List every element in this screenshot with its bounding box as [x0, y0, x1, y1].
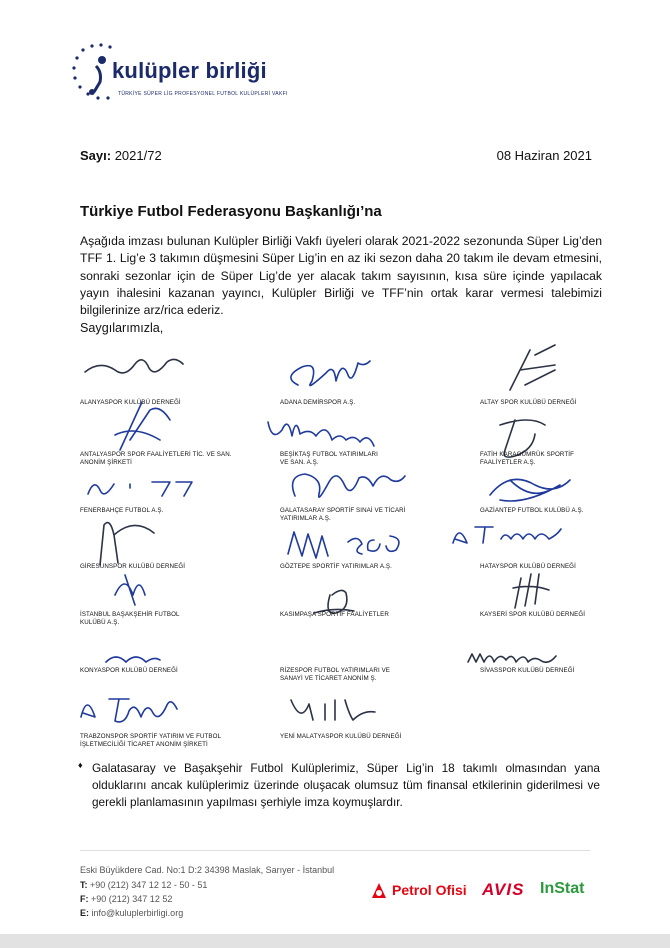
note-bullet: ♦: [78, 760, 83, 770]
club-name: İSTANBUL BAŞAKŞEHİR FUTBOL KULÜBÜ A.Ş.: [80, 611, 180, 626]
footer-address: Eski Büyükdere Cad. No:1 D:2 34398 Maslak, Sarıyer - İstanbul: [80, 865, 335, 875]
signature-altay: [480, 340, 570, 400]
footer-email: [80, 908, 183, 918]
club-name: RİZESPOR FUTBOL YATIRIMLARI VE SANAYİ VE TİCARET ANONİM Ş.: [280, 667, 391, 682]
footer-divider: [80, 850, 590, 851]
sponsor-avis: AVIS: [482, 880, 525, 899]
club-name: KONYASPOR KULÜBÜ DERNEĞİ: [80, 667, 178, 674]
footer-fax: [80, 894, 172, 904]
club-name: HATAYSPOR KULÜBÜ DERNEĞİ: [480, 563, 576, 570]
signature-besiktas: [262, 410, 392, 450]
club-name: ALANYASPOR KULÜBÜ DERNEĞİ: [80, 399, 181, 406]
club-name: GİRESUNSPOR KULÜBÜ DERNEĞİ: [80, 563, 186, 570]
club-name: ANTALYASPOR SPOR FAALİYETLERİ TİC. VE SAN. ANONİM ŞİRKETİ: [80, 451, 232, 466]
signature-adana-demirspor: [280, 345, 390, 405]
club-name: GÖZTEPE SPORTİF YATIRIMLAR A.Ş.: [280, 563, 392, 570]
club-name: GALATASARAY SPORTİF SINAİ VE TİCARİ YATIRIMLAR A.Ş.: [280, 507, 406, 522]
club-name: FENERBAHÇE FUTBOL A.Ş.: [80, 507, 164, 514]
signature-gaziantep: [480, 465, 580, 510]
club-name: KASIMPAŞA SPORTİF FAALİYETLER: [280, 611, 389, 618]
phone-label: T:: [80, 880, 88, 890]
signature-galatasaray: [280, 462, 410, 507]
signature-fenerbahce: [80, 470, 200, 505]
recipient-heading: Türkiye Futbol Federasyonu Başkanlığı’na: [80, 203, 382, 220]
number-value: 2021/72: [114, 148, 162, 163]
email-label: E:: [80, 908, 89, 918]
logo-subtitle: TÜRKİYE SÜPER LİG PROFESYONEL FUTBOL KULÜPLERİ VAKFI: [118, 91, 288, 97]
club-name: SİVASSPOR KULÜBÜ DERNEĞİ: [480, 667, 575, 674]
club-name: TRABZONSPOR SPORTİF YATIRIM VE FUTBOL İŞLETMECİLİĞİ TİCARET ANONİM ŞİRKETİ: [80, 733, 222, 748]
fax-label: F:: [80, 894, 89, 904]
note-text: Galatasaray ve Başakşehir Futbol Kulüplerimiz, Süper Lig’in 18 takımlı olmasından yana olduklarını ancak kulüplerimiz üzerinde oluşacak olumsuz tüm finansal etkilerinin giderilmesi ve gerekli planlamasının yapılması şerhiyle imza koymuşlardır.: [92, 761, 600, 809]
signature-alanyaspor: [80, 350, 190, 385]
club-name: BEŞİKTAŞ FUTBOL YATIRIMLARI VE SAN. A.Ş.: [280, 451, 378, 466]
signature-yeni-malatyaspor: [285, 690, 405, 730]
phone-value: +90 (212) 347 12 12 - 50 - 51: [90, 880, 208, 890]
page-bottom-bar: [0, 934, 670, 948]
salutation: Saygılarımızla,: [80, 321, 164, 335]
signature-trabzonspor: [75, 685, 195, 730]
email-value: info@kuluplerbirligi.org: [91, 908, 184, 918]
club-name: ALTAY SPOR KULÜBÜ DERNEĞİ: [480, 399, 577, 406]
signature-antalyaspor: [90, 400, 200, 455]
fax-value: +90 (212) 347 12 52: [91, 894, 173, 904]
club-name: FATİH KARAGÜMRÜK SPORTİF FAALİYETLER A.Ş.: [480, 451, 574, 466]
signature-basaksehir: [95, 565, 175, 610]
footer-phone: [80, 880, 207, 890]
club-name: KAYSERİ SPOR KULÜBÜ DERNEĞİ: [480, 611, 586, 618]
document-date: 08 Haziran 2021: [496, 148, 592, 163]
signature-hatayspor: [445, 515, 585, 555]
club-name: ADANA DEMİRSPOR A.Ş.: [280, 399, 356, 406]
petrol-ofisi-icon: [368, 880, 390, 902]
signature-giresunspor: [80, 515, 190, 570]
club-name: GAZİANTEP FUTBOL KULÜBÜ A.Ş.: [480, 507, 584, 514]
signature-goztepe: [278, 522, 418, 567]
sponsor-instat: InStat: [540, 880, 585, 897]
signature-kasimpasa: [300, 585, 380, 625]
sponsor-petrol-ofisi: Petrol Ofisi: [392, 882, 467, 898]
number-label: Sayı:: [80, 148, 112, 163]
club-name: YENİ MALATYASPOR KULÜBÜ DERNEĞİ: [280, 733, 402, 740]
logo-title: kulüpler birliği: [112, 58, 267, 83]
document-number: [80, 148, 162, 163]
letter-body: Aşağıda imzası bulunan Kulüpler Birliği Vakfı üyeleri olarak 2021-2022 sezonunda Süper Lig’den TFF 1. Lig’e 3 takımın düşmesini Süper Lig’in en az iki sezon daha 20 takım ile devam etmesini, sonraki sezonlar için de Süper Lig’de yer alacak takım sayısının, kısa süre içinde yapılacak yayın ihalesini kazanan yayıncı, Kulüpler Birliği ve TFF’nin ortak karar vermesi talebimizi bilgilerinize arz/rica ederiz.: [80, 234, 602, 318]
